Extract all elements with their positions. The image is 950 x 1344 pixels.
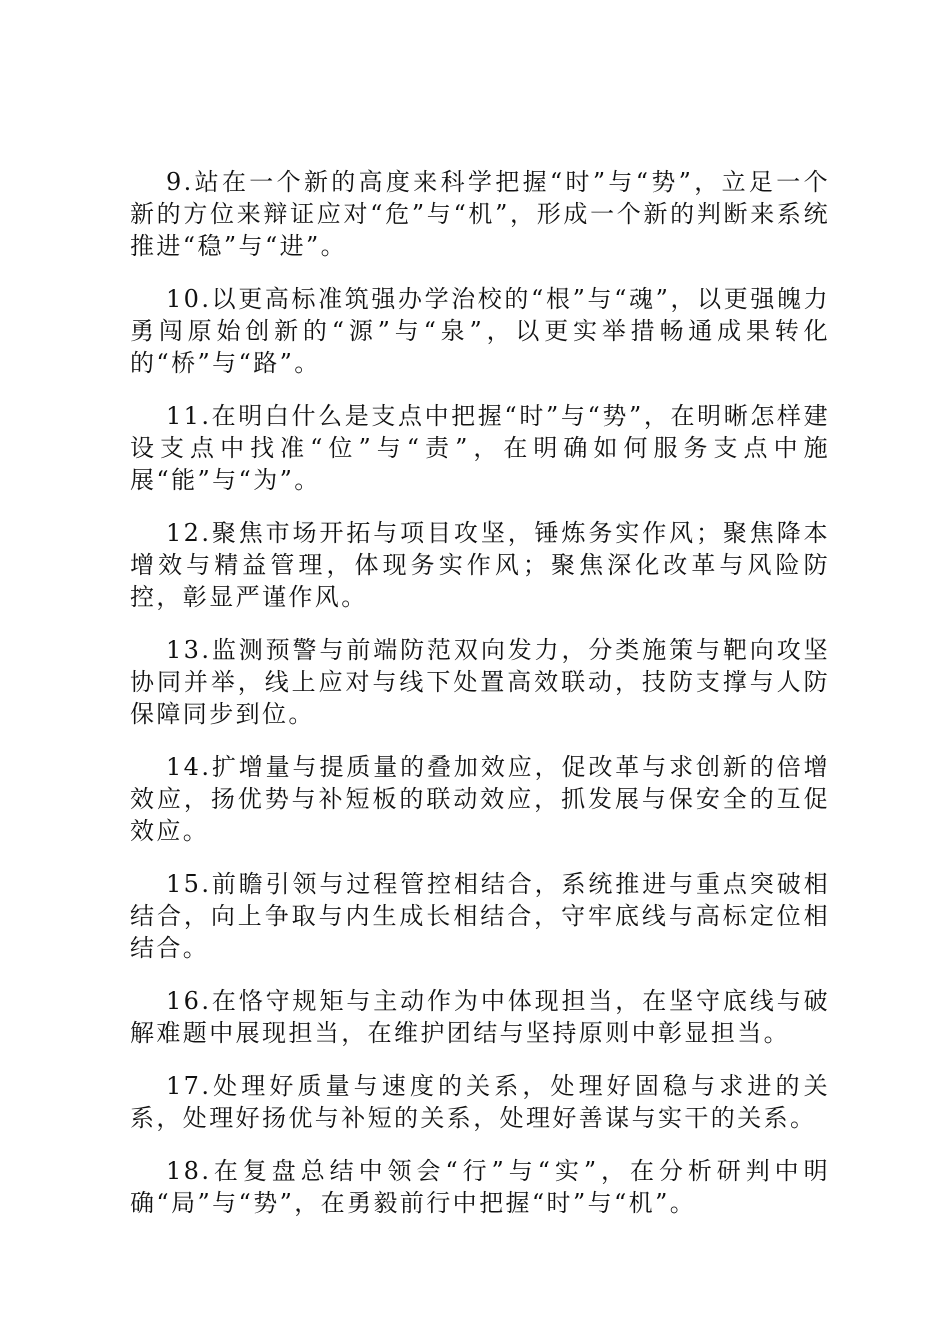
paragraph-15: 15.前瞻引领与过程管控相结合，系统推进与重点突破相结合，向上争取与内生成长相结合，守牢底线与高标定位相结合。 xyxy=(130,870,830,962)
paragraph-18: 18.在复盘总结中领会“行”与“实”，在分析研判中明确“局”与“势”，在勇毅前行中把握“时”与“机”。 xyxy=(130,1157,830,1217)
paragraph-16: 16.在恪守规矩与主动作为中体现担当，在坚守底线与破解难题中展现担当，在维护团结与坚持原则中彰显担当。 xyxy=(130,987,830,1047)
paragraph-11: 11.在明白什么是支点中把握“时”与“势”，在明晰怎样建设支点中找准“位”与“责”，在明确如何服务支点中施展“能”与“为”。 xyxy=(130,402,830,494)
paragraph-13: 13.监测预警与前端防范双向发力，分类施策与靶向攻坚协同并举，线上应对与线下处置高效联动，技防支撑与人防保障同步到位。 xyxy=(130,636,830,728)
paragraph-9: 9.站在一个新的高度来科学把握“时”与“势”，立足一个新的方位来辩证应对“危”与“机”，形成一个新的判断来系统推进“稳”与“进”。 xyxy=(130,168,830,260)
paragraph-12: 12.聚焦市场开拓与项目攻坚，锤炼务实作风；聚焦降本增效与精益管理，体现务实作风；聚焦深化改革与风险防控，彰显严谨作风。 xyxy=(130,519,830,611)
paragraph-17: 17.处理好质量与速度的关系，处理好固稳与求进的关系，处理好扬优与补短的关系，处理好善谋与实干的关系。 xyxy=(130,1072,830,1132)
paragraph-14: 14.扩增量与提质量的叠加效应，促改革与求创新的倍增效应，扬优势与补短板的联动效应，抓发展与保安全的互促效应。 xyxy=(130,753,830,845)
paragraph-10: 10.以更高标准筑强办学治校的“根”与“魂”，以更强魄力勇闯原始创新的“源”与“泉”，以更实举措畅通成果转化的“桥”与“路”。 xyxy=(130,285,830,377)
document-body xyxy=(130,166,830,1240)
